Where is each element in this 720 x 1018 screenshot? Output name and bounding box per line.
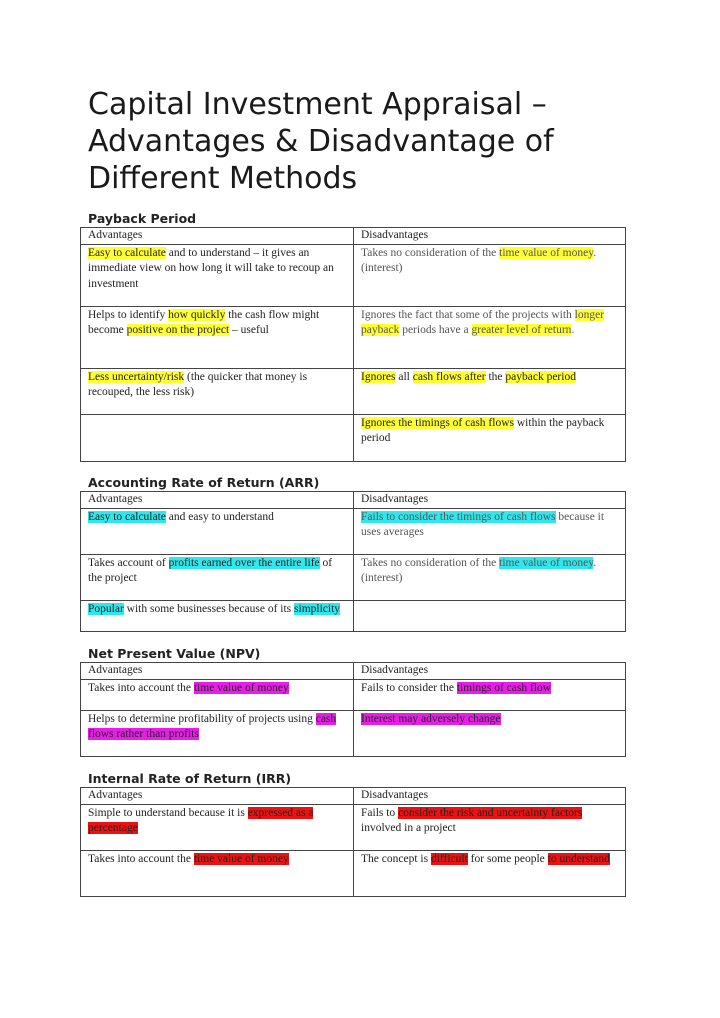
section-heading-irr: Internal Rate of Return (IRR) [88, 771, 292, 786]
highlighted-text: profits earned over the entire life [168, 556, 320, 569]
cell-text: and easy to understand [165, 510, 274, 523]
highlighted-text: Popular [88, 602, 124, 615]
disadvantage-cell [354, 710, 626, 756]
advantage-cell [81, 679, 354, 710]
highlighted-text: positive on the project [126, 324, 230, 336]
cell-text: Helps to determine profitability of projects using [88, 712, 316, 725]
cell-text: . (interest) [361, 556, 597, 584]
highlighted-text: Less uncertainty/risk [88, 370, 185, 383]
disadvantage-cell [354, 414, 626, 461]
cell-text: within the payback period [361, 416, 605, 444]
highlighted-text: expressed as a percentage [88, 806, 314, 834]
disadvantage-cell [354, 600, 626, 631]
title-line-1: Capital Investment Appraisal – [88, 87, 547, 122]
cell-text: . [571, 324, 575, 336]
title-line-3: Different Methods [88, 161, 358, 196]
cell-text: Fails to [361, 806, 399, 819]
cell-text: Takes no consideration of the [361, 556, 500, 569]
cell-text: with some businesses because of its [123, 602, 295, 615]
cell-text: because it uses averages [361, 510, 605, 538]
disadvantage-cell [354, 508, 626, 554]
highlighted-text: time value of money [499, 556, 594, 569]
cell-text: Takes into account the [88, 852, 194, 865]
advantage-cell [81, 306, 354, 368]
page-title [88, 86, 688, 197]
cell-text: the cash flow might become [88, 308, 320, 336]
advantage-cell [81, 508, 354, 554]
advantages-header: Advantages [81, 492, 354, 509]
highlighted-text: difficult [430, 852, 468, 865]
cell-text: and to understand – it gives an immediate view on how long it will take to recoup an investment [88, 246, 334, 290]
cell-text: all [395, 370, 413, 383]
highlighted-text: Interest may adversely change [361, 712, 501, 725]
advantages-header: Advantages [81, 788, 354, 805]
disadvantage-cell [354, 679, 626, 710]
highlighted-text: how quickly [168, 308, 226, 321]
advantages-header: Advantages [81, 228, 354, 245]
disadvantages-header: Disadvantages [354, 788, 626, 805]
disadvantage-cell [354, 244, 626, 306]
highlighted-text: consider the risk and uncertainty factors [398, 806, 583, 819]
highlighted-text: to understand [547, 852, 610, 865]
npv-table [80, 662, 626, 757]
cell-text: Simple to understand because it is [88, 806, 248, 819]
disadvantage-cell [354, 554, 626, 600]
cell-text: – useful [229, 324, 269, 336]
cell-text: periods have a [399, 324, 472, 336]
highlighted-text: time value of money [193, 681, 289, 694]
advantage-cell [81, 414, 354, 461]
cell-text: Ignores the fact that some of the projects with [361, 308, 575, 321]
disadvantages-header: Disadvantages [354, 492, 626, 509]
highlighted-text: Ignores [361, 370, 396, 383]
highlighted-text: timings of cash flow [456, 681, 552, 694]
highlighted-text: Ignores the timings of cash flows [361, 416, 514, 429]
disadvantages-header: Disadvantages [354, 228, 626, 245]
cell-text: Helps to identify [88, 308, 169, 321]
title-line-2: Advantages & Disadvantage of [88, 124, 554, 159]
highlighted-text: time value of money [499, 246, 594, 259]
cell-text: (the quicker that money is recouped, the less risk) [88, 370, 308, 398]
advantage-cell [81, 850, 354, 896]
disadvantage-cell [354, 804, 626, 850]
cell-text: involved in a project [361, 822, 456, 834]
cell-text: Takes into account the [88, 681, 194, 694]
cell-text: . (interest) [361, 246, 597, 274]
highlighted-text: greater level of return [471, 324, 572, 336]
cell-text: Fails to consider the [361, 681, 457, 694]
arr-table [80, 491, 626, 632]
advantage-cell [81, 368, 354, 414]
highlighted-text: longer payback [361, 308, 605, 336]
cell-text: the [485, 370, 506, 383]
highlighted-text: cash flows rather than profits [88, 712, 337, 740]
payback-table [80, 227, 626, 462]
section-heading-payback: Payback Period [88, 211, 197, 226]
highlighted-text: payback period [505, 370, 576, 383]
disadvantages-header: Disadvantages [354, 663, 626, 680]
highlighted-text: Fails to consider the timings of cash flows [361, 510, 556, 523]
advantage-cell [81, 710, 354, 756]
cell-text: The concept is [361, 852, 431, 865]
highlighted-text: time value of money [193, 852, 289, 865]
advantage-cell [81, 244, 354, 306]
advantages-header: Advantages [81, 663, 354, 680]
cell-text: for some people [467, 852, 548, 865]
section-heading-arr: Accounting Rate of Return (ARR) [88, 475, 320, 490]
advantage-cell [81, 804, 354, 850]
disadvantage-cell [354, 306, 626, 368]
highlighted-text: Easy to calculate [88, 246, 166, 259]
cell-text: Takes account of [88, 556, 169, 569]
section-heading-npv: Net Present Value (NPV) [88, 646, 261, 661]
advantage-cell [81, 600, 354, 631]
highlighted-text: Easy to calculate [88, 510, 166, 523]
highlighted-text: cash flows after [412, 370, 486, 383]
advantage-cell [81, 554, 354, 600]
highlighted-text: simplicity [294, 602, 341, 615]
cell-text: Takes no consideration of the [361, 246, 500, 259]
disadvantage-cell [354, 368, 626, 414]
cell-text: of the project [88, 556, 333, 584]
disadvantage-cell [354, 850, 626, 896]
irr-table [80, 787, 626, 897]
